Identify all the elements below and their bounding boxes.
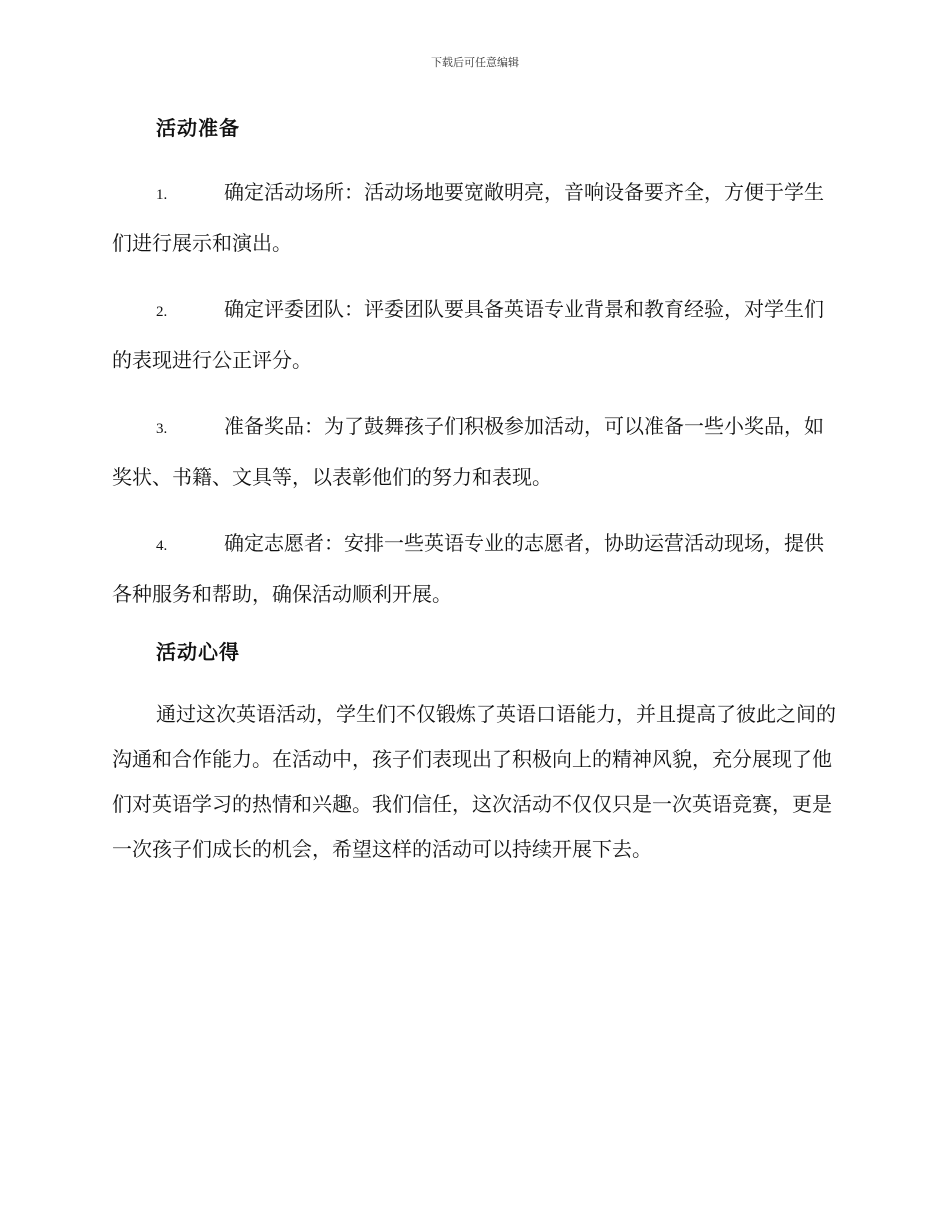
list-item-number: 2. xyxy=(156,304,168,320)
list-item-text: 准备奖品：为了鼓舞孩子们积极参加活动，可以准备一些小奖品，如奖状、书籍、文具等，以表彰他们的努力和表现。 xyxy=(112,414,824,489)
list-item-text: 确定评委团队：评委团队要具备英语专业背景和教育经验，对学生们的表现进行公正评分。 xyxy=(112,297,824,372)
document-content xyxy=(112,112,837,872)
section-heading-reflection: 活动心得 xyxy=(156,640,240,664)
list-item xyxy=(112,402,837,501)
list-item-text: 确定活动场所：活动场地要宽敞明亮，音响设备要齐全，方便于学生们进行展示和演出。 xyxy=(112,180,824,255)
list-item xyxy=(112,168,837,267)
list-item-number: 3. xyxy=(156,421,168,437)
list-item-number: 4. xyxy=(156,538,168,554)
list-item xyxy=(112,519,837,618)
header-note: 下载后可任意编辑 xyxy=(431,56,519,69)
list-item-number: 1. xyxy=(156,187,168,203)
list-item-text: 确定志愿者：安排一些英语专业的志愿者，协助运营活动现场，提供各种服务和帮助，确保活动顺利开展。 xyxy=(112,531,824,606)
reflection-paragraph: 通过这次英语活动，学生们不仅锻炼了英语口语能力，并且提高了彼此之间的沟通和合作能力。在活动中，孩子们表现出了积极向上的精神风貌，充分展现了他们对英语学习的热情和兴趣。我们信任，这次活动不仅仅只是一次英语竞赛，更是一次孩子们成长的机会，希望这样的活动可以持续开展下去。 xyxy=(112,702,836,861)
section-heading-preparation: 活动准备 xyxy=(156,116,240,140)
list-item xyxy=(112,285,837,384)
